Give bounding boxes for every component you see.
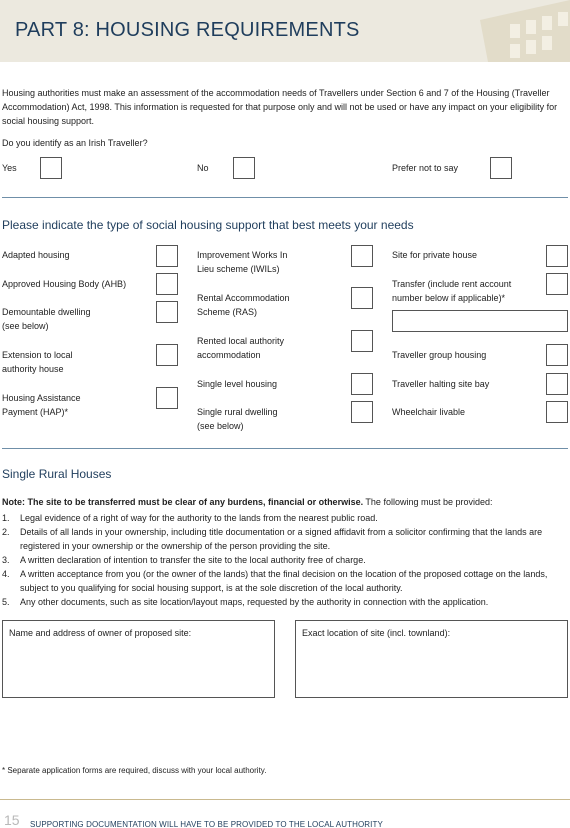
extension-label: Extension to local authority house xyxy=(2,350,73,374)
ahb-checkbox[interactable] xyxy=(156,273,178,295)
yes-checkbox[interactable] xyxy=(40,157,62,179)
option-yes-label: Yes xyxy=(2,163,17,173)
wheelchair-checkbox[interactable] xyxy=(546,401,568,423)
rent-account-input[interactable] xyxy=(392,310,568,332)
rural-requirements-list xyxy=(2,511,568,609)
section-divider xyxy=(2,197,568,198)
demountable-label: Demountable dwelling (see below) xyxy=(2,307,91,331)
list-text: Details of all lands in your ownership, including title documentation or a signed affidavit from a solicitor confirming that the lands are registered in your ownership or the ownership of the person providing the site. xyxy=(20,527,543,551)
extension-checkbox[interactable] xyxy=(156,344,178,366)
site-private-label: Site for private house xyxy=(392,250,478,260)
list-number: 1. xyxy=(2,513,10,523)
list-item xyxy=(2,553,568,567)
list-text: Any other documents, such as site location/layout maps, requested by the authority in connection with the application. xyxy=(20,597,489,607)
single-rural-checkbox[interactable] xyxy=(351,401,373,423)
iwils-checkbox[interactable] xyxy=(351,245,373,267)
traveller-question: Do you identify as an Irish Traveller? xyxy=(2,138,148,148)
page-header xyxy=(0,0,570,62)
footer-divider xyxy=(0,799,570,800)
adapted-housing-checkbox[interactable] xyxy=(156,245,178,267)
transfer-checkbox[interactable] xyxy=(546,273,568,295)
ras-checkbox[interactable] xyxy=(351,287,373,309)
page-number: 15 xyxy=(4,812,20,828)
building-decoration-icon xyxy=(470,0,570,62)
list-item xyxy=(2,511,568,525)
list-text: A written acceptance from you (or the owner of the lands) that the final decision on the location of the proposed cottage on the lands, subject to you qualifying for social housing support, is at the sole discretion of the local authority. xyxy=(20,569,548,593)
list-item xyxy=(2,567,568,595)
hap-checkbox[interactable] xyxy=(156,387,178,409)
single-level-label: Single level housing xyxy=(197,379,278,389)
single-rural-label: Single rural dwelling (see below) xyxy=(197,407,278,431)
ras-label: Rental Accommodation Scheme (RAS) xyxy=(197,293,290,317)
list-text: A written declaration of intention to transfer the site to the local authority free of charge. xyxy=(20,555,366,565)
rural-note-rest: The following must be provided: xyxy=(363,497,493,507)
rented-la-checkbox[interactable] xyxy=(351,330,373,352)
page-title: PART 8: HOUSING REQUIREMENTS xyxy=(15,19,360,41)
demountable-checkbox[interactable] xyxy=(156,301,178,323)
transfer-label: Transfer (include rent account number below if applicable)* xyxy=(392,279,512,303)
wheelchair-label: Wheelchair livable xyxy=(392,407,466,417)
halting-site-label: Traveller halting site bay xyxy=(392,379,490,389)
halting-site-checkbox[interactable] xyxy=(546,373,568,395)
option-prefer-not-label: Prefer not to say xyxy=(392,163,459,173)
iwils-label: Improvement Works In Lieu scheme (IWILs) xyxy=(197,250,288,274)
rented-la-label: Rented local authority accommodation xyxy=(197,336,285,360)
list-number: 2. xyxy=(2,527,10,537)
list-number: 3. xyxy=(2,555,10,565)
rural-note xyxy=(2,497,493,507)
support-section-title: Please indicate the type of social housing support that best meets your needs xyxy=(2,218,414,232)
footer-text: SUPPORTING DOCUMENTATION WILL HAVE TO BE PROVIDED TO THE LOCAL AUTHORITY xyxy=(30,820,383,828)
adapted-housing-label: Adapted housing xyxy=(2,250,70,260)
single-level-checkbox[interactable] xyxy=(351,373,373,395)
list-number: 5. xyxy=(2,597,10,607)
footnote: * Separate application forms are required, discuss with your local authority. xyxy=(2,766,267,775)
section-divider xyxy=(2,448,568,449)
no-checkbox[interactable] xyxy=(233,157,255,179)
owner-address-field[interactable] xyxy=(2,620,275,698)
site-location-label: Exact location of site (incl. townland): xyxy=(302,628,451,638)
option-no-label: No xyxy=(197,163,209,173)
site-private-checkbox[interactable] xyxy=(546,245,568,267)
list-number: 4. xyxy=(2,569,10,579)
group-housing-checkbox[interactable] xyxy=(546,344,568,366)
list-item xyxy=(2,595,568,609)
rural-note-bold: Note: The site to be transferred must be clear of any burdens, financial or otherwise. xyxy=(2,497,364,507)
site-location-field[interactable] xyxy=(295,620,568,698)
rural-section-title: Single Rural Houses xyxy=(2,467,112,481)
intro-paragraph: Housing authorities must make an assessment of the accommodation needs of Travellers under Section 6 and 7 of the Housing (Traveller Accommodation) Act, 1998. This information is requested for that purpose only and will not be used or have any impact on your eligibility for social housing support. xyxy=(2,88,558,126)
list-item xyxy=(2,525,568,553)
hap-label: Housing Assistance Payment (HAP)* xyxy=(2,393,81,417)
owner-address-label: Name and address of owner of proposed site: xyxy=(9,628,192,638)
list-text: Legal evidence of a right of way for the authority to the lands from the nearest public road. xyxy=(20,513,378,523)
ahb-label: Approved Housing Body (AHB) xyxy=(2,279,127,289)
prefer-not-checkbox[interactable] xyxy=(490,157,512,179)
group-housing-label: Traveller group housing xyxy=(392,350,487,360)
